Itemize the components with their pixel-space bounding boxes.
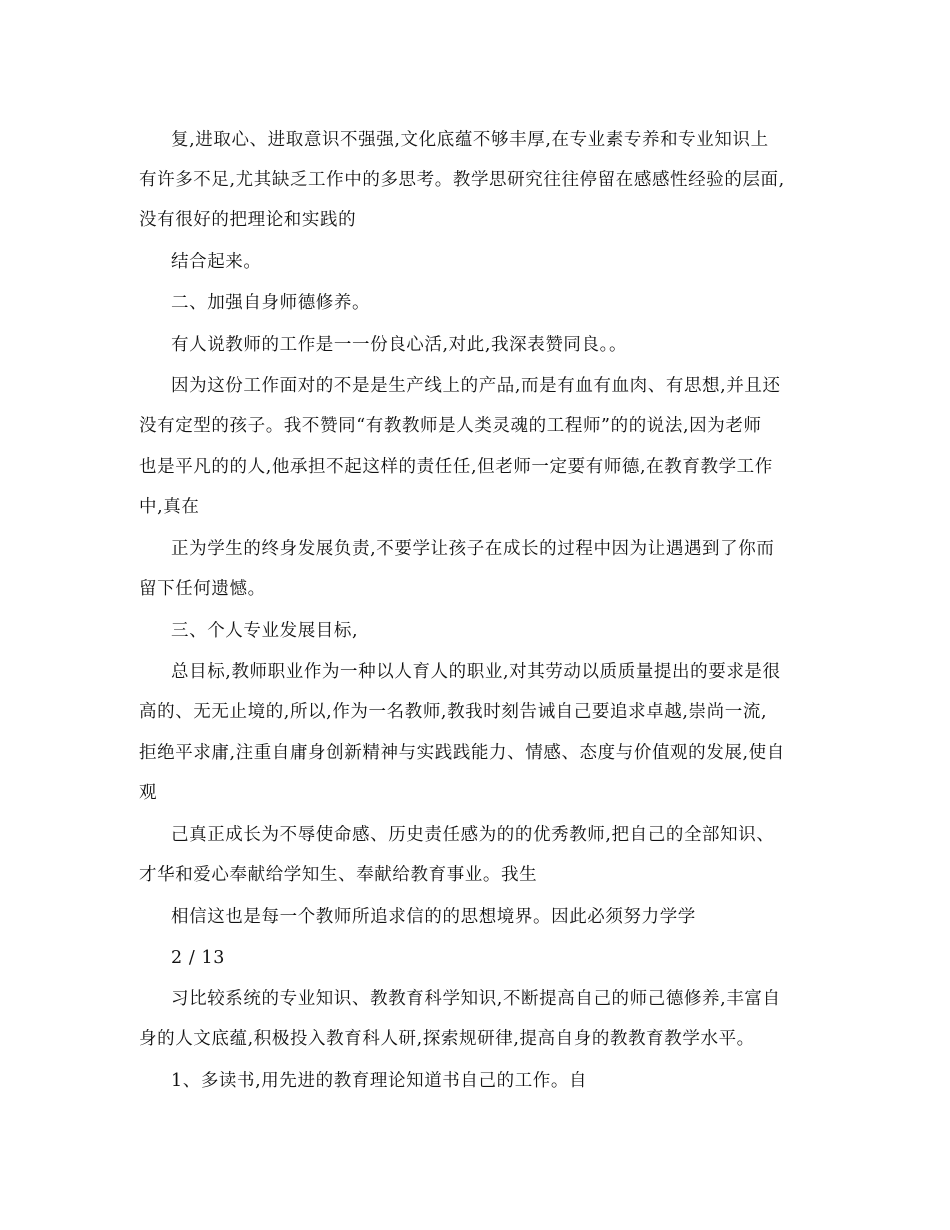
text-line: 也是平凡的的人,他承担不起这样的责任任,但老师一定要有师德,在教育教学工作 <box>139 457 773 477</box>
text-line: 没有很好的把理论和实践的 <box>139 210 357 230</box>
text-line: 复,进取心、进取意识不强强,文化底蕴不够丰厚,在专业素专养和专业知识上 <box>171 130 769 150</box>
text-line: 中,真在 <box>139 497 200 517</box>
section-heading: 三、个人专业发展目标, <box>171 621 359 641</box>
text-line: 正为学生的终身发展负责,不要学让孩子在成长的过程中因为让遇遇到了你而 <box>171 539 775 559</box>
page-number: 2 / 13 <box>171 948 226 968</box>
text-line: 身的人文底蕴,积极投入教育科人研,探索规研律,提高自身的教教育教学水平。 <box>139 1029 755 1049</box>
text-line: 没有定型的孩子。我不赞同“有教教师是人类灵魂的工程师”的的说法,因为老师 <box>139 416 762 436</box>
text-line: 己真正成长为不辱使命感、历史责任感为的的优秀教师,把自己的全部知识、 <box>171 825 775 845</box>
text-line: 有许多不足,尤其缺乏工作中的多思考。教学思研究往往停留在感感性经验的层面, <box>139 170 785 190</box>
text-line: 习比较系统的专业知识、教教育科学知识,不断提高自己的师己德修养,丰富自 <box>171 989 781 1009</box>
text-line: 才华和爱心奉献给学知生、奉献给教育事业。我生 <box>139 865 538 885</box>
text-line: 因为这份工作面对的不是是生产线上的产品,而是有血有血肉、有思想,并且还 <box>171 376 781 396</box>
text-line: 结合起来。 <box>171 252 262 272</box>
section-heading: 二、加强自身师德修养。 <box>171 293 371 313</box>
text-line: 有人说教师的工作是一一份良心活,对此,我深表赞同良。。 <box>171 335 628 355</box>
text-line: 1、多读书,用先进的教育理论知道书自己的工作。自 <box>171 1071 588 1091</box>
text-line: 高的、无无止境的,所以,作为一名教师,教我时刻告诫自己要追求卓越,崇尚一流, <box>139 702 768 722</box>
text-line: 观 <box>139 783 158 803</box>
text-line: 相信这也是每一个教师所追求信的的思想境界。因此必须努力学学 <box>171 907 696 927</box>
text-line: 总目标,教师职业作为一种以人育人的职业,对其劳动以质质量提出的要求是很 <box>171 662 781 682</box>
text-line: 留下任何遗憾。 <box>139 579 266 599</box>
text-line: 拒绝平求庸,注重自庸身创新精神与实践践能力、情感、态度与价值观的发展,使自 <box>139 743 785 763</box>
